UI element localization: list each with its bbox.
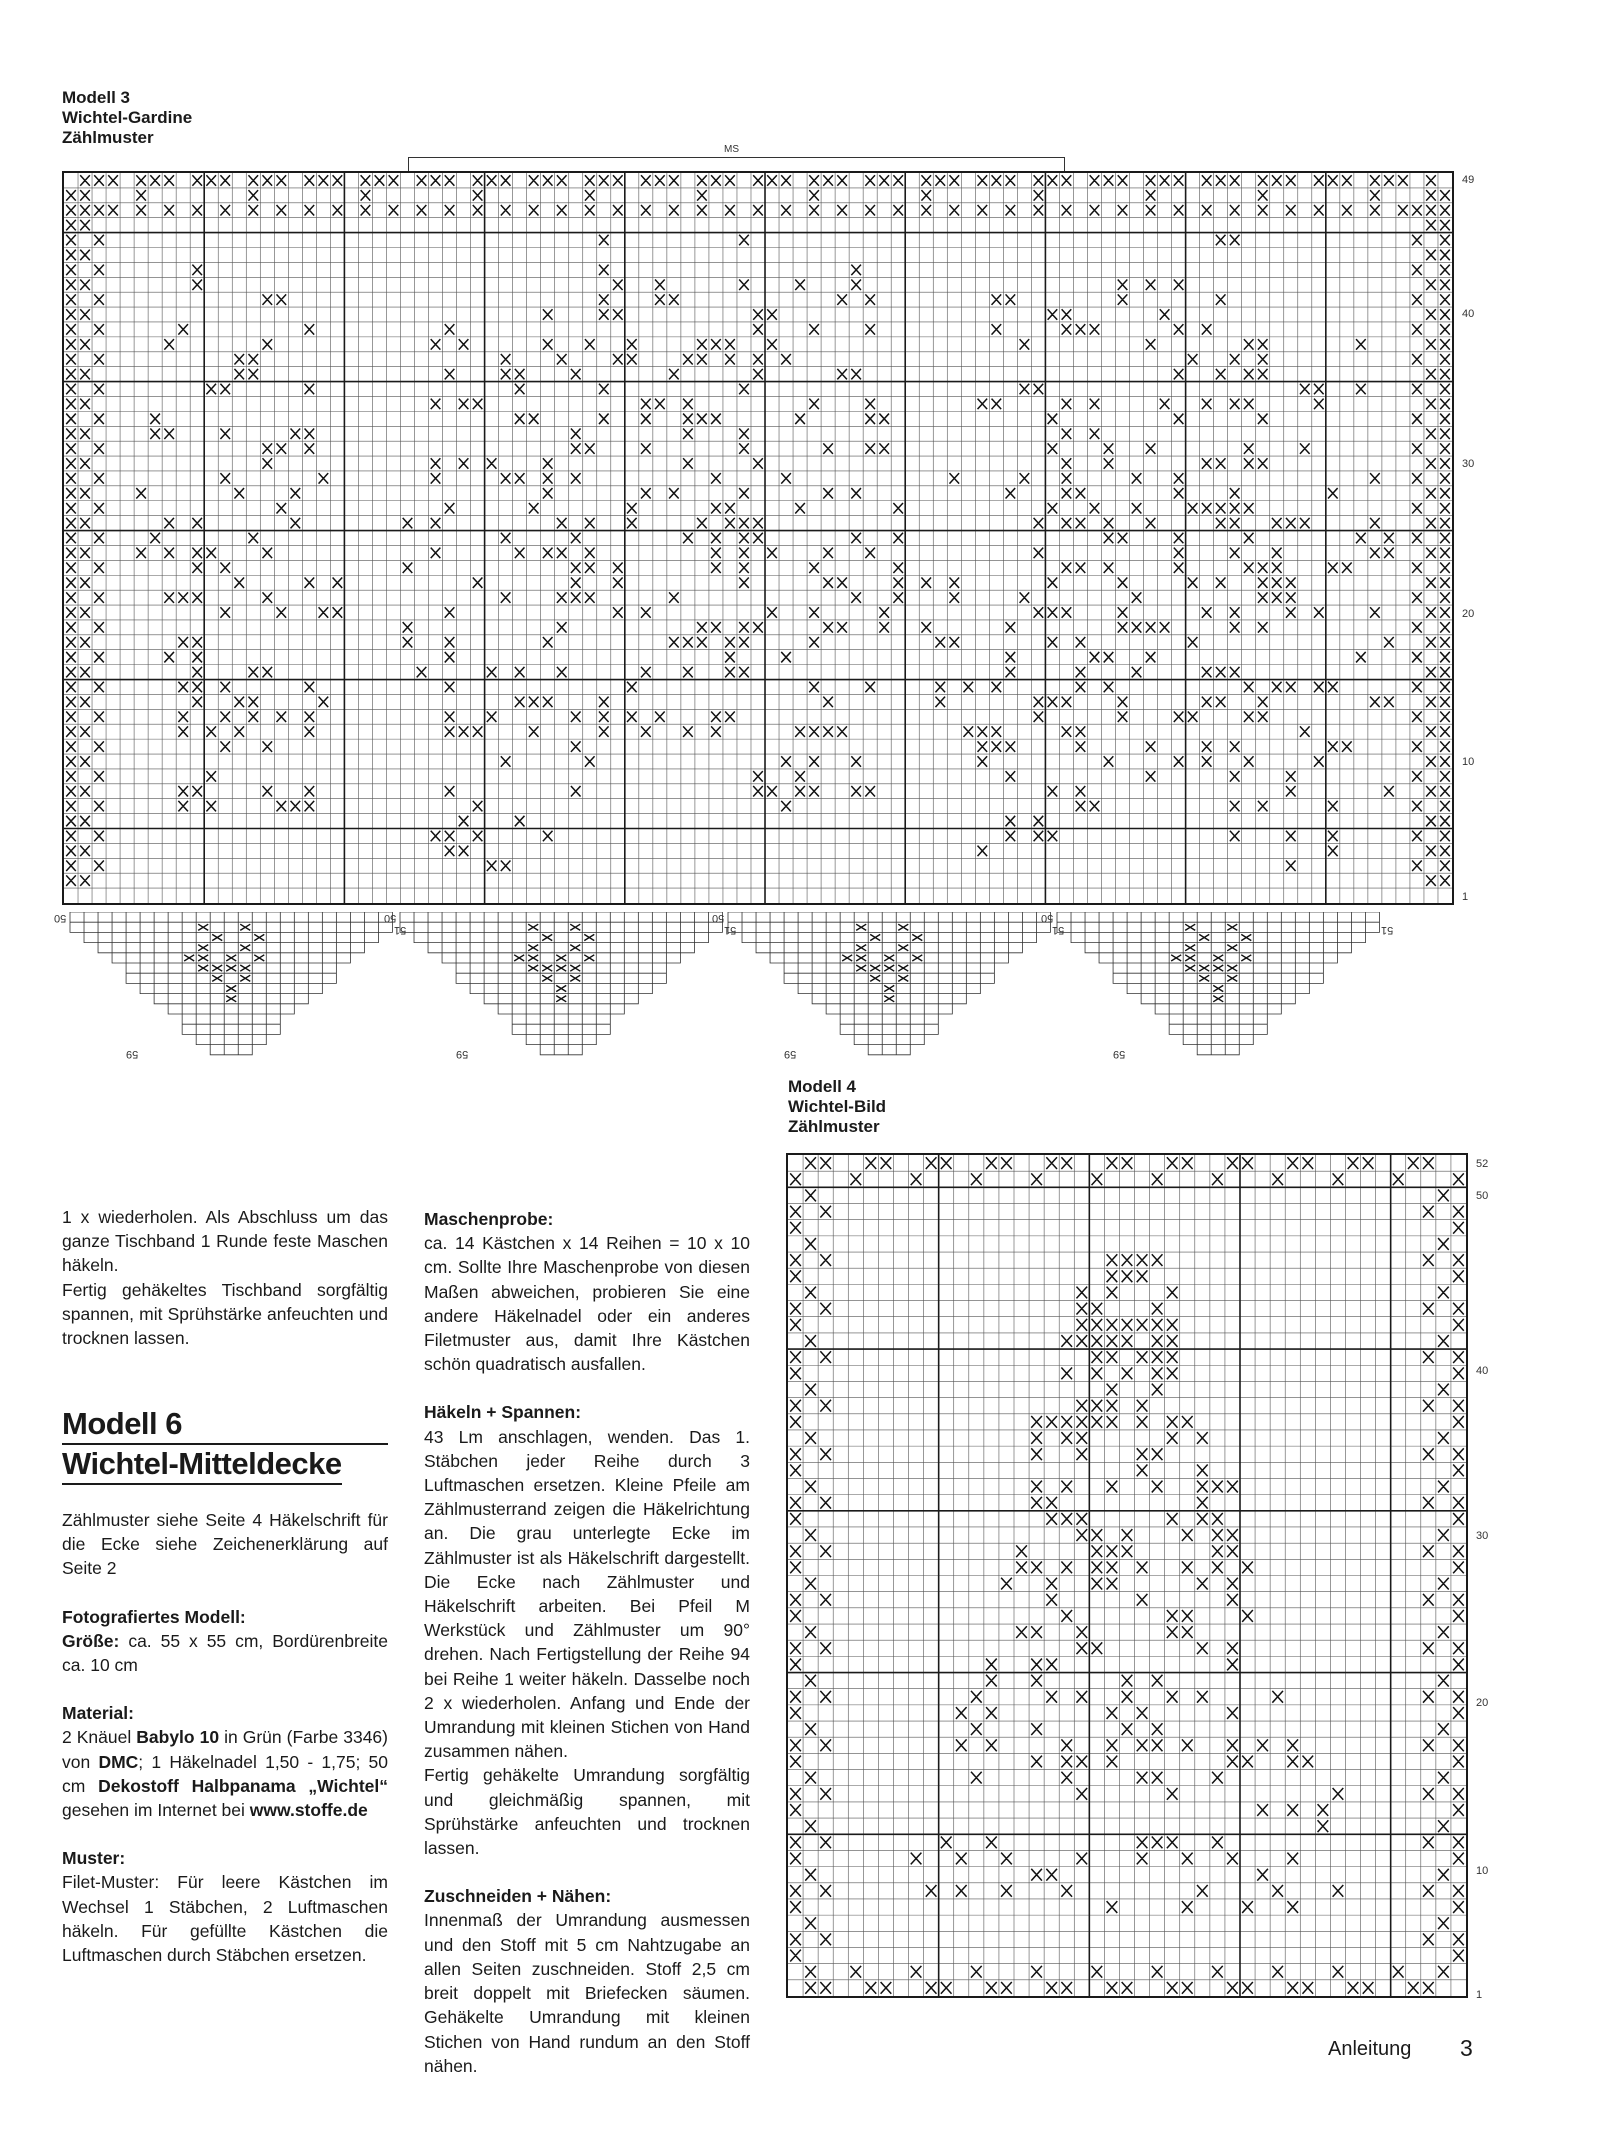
footer-section: Anleitung [1328, 2038, 1412, 2060]
scallop-label-end: 51 [724, 924, 737, 936]
crochet-text-1: 43 Lm anschlagen, wenden. Das 1. Stäbchen jeder Reihe durch 3 Luftmaschen ersetzen. Kleine Pfeile am Zählmusterrand zeigen die Häkelrichtung an. Die grau unterlegte Ecke im Zählmuster ist als Häkelschrift dargestellt. Die Ecke nach Zählmuster und Häkelschrift arbeiten. Bei Pfeil M Werkstück und Zählmuster um 90° drehen. Nach Fertigstellung der Reihe 94 bei Reihe 1 weiter häkeln. Dasselbe noch 2 x wiederholen. Anfang und Ende der Umrandung mit kleinen Stichen von Hand zusammen nähen. [424, 1426, 750, 1762]
middle-column [424, 1207, 750, 2102]
footer-page-number: 3 [1460, 2035, 1473, 2061]
model4-row-30: 30 [1476, 1530, 1489, 1542]
model3-title: Wichtel-Gardine [62, 108, 193, 127]
scallop-label-end: 51 [394, 924, 407, 936]
sew-heading: Zuschneiden + Nähen: [424, 1886, 612, 1907]
left-column-bottom [62, 1508, 388, 1991]
material-fabric: Dekostoff Halbpanama „Wichtel“ [98, 1775, 388, 1796]
model4-row-1: 1 [1476, 1989, 1483, 2001]
size-label: Größe: [62, 1630, 120, 1651]
model3-row-49: 49 [1462, 174, 1475, 186]
material-text-3: ; 1 Häkelnadel 1,50 - 1,75; 50 cm [62, 1751, 389, 1796]
model4-title: Wichtel-Bild [788, 1097, 887, 1116]
scallop-label-bottom: 59 [126, 1048, 139, 1060]
model3-row-40: 40 [1462, 308, 1475, 320]
model3-subtitle: Zählmuster [62, 128, 154, 147]
gauge-text: ca. 14 Kästchen x 14 Reihen = 10 x 10 cm. Sollte Ihre Maschenprobe von diesen Maßen abweichen, probieren Sie eine andere Häkelnadel oder ein anderes Filetmuster aus, damit Ihre Kästchen schön quadratisch ausfallen. [424, 1233, 750, 1375]
model4-row-52: 52 [1476, 1158, 1489, 1170]
crochet-text-2: Fertig gehäkelte Umrandung sorgfältig und gleichmäßig spannen, mit Sprühstärke anfeuchten und trocknen lassen. [424, 1765, 750, 1859]
material-text-2: in Grün (Farbe 3346) von [62, 1727, 388, 1772]
material-brand: DMC [98, 1751, 139, 1772]
model3-label: Modell 3 [62, 88, 131, 107]
pattern-text: Filet-Muster: Für leere Kästchen im Wechsel 1 Stäbchen, 2 Luftmaschen häkeln. Für gefüllte Kästchen die Luftmaschen durch Stäbchen ersetzen. [62, 1872, 388, 1966]
material-site: www.stoffe.de [249, 1800, 368, 1821]
model4-row-20: 20 [1476, 1697, 1489, 1709]
size-para [62, 1629, 388, 1677]
intro-text: 1 x wiederholen. Als Abschluss um das ganze Tischband 1 Runde feste Maschen häkeln. [62, 1207, 388, 1276]
model4-header [788, 1077, 886, 1137]
scallop-label-start: 50 [54, 912, 67, 924]
refs-text: Zählmuster siehe Seite 4 Häkelschrift für die Ecke siehe Zeichenerklärung auf Seite 2 [62, 1510, 388, 1579]
model6-heading [62, 1405, 388, 1485]
material-para [62, 1725, 388, 1822]
model4-label: Modell 4 [788, 1077, 857, 1096]
model6-label: Modell 6 [62, 1405, 388, 1445]
model4-subtitle: Zählmuster [788, 1117, 880, 1136]
scallop-label-end: 51 [1381, 924, 1394, 936]
model3-header [62, 88, 192, 148]
photo-heading: Fotografiertes Modell: [62, 1606, 246, 1627]
scallop-label-bottom: 59 [456, 1048, 469, 1060]
model4-row-50: 50 [1476, 1190, 1489, 1202]
model4-row-40: 40 [1476, 1365, 1489, 1377]
scallop-2 [400, 912, 725, 1055]
model4-chart-grid [786, 1153, 1468, 1998]
model6-title: Wichtel-Mitteldecke [62, 1445, 342, 1485]
scallop-label-bottom: 59 [784, 1048, 797, 1060]
scallop-label-start: 50 [712, 912, 725, 924]
size-text: ca. 55 x 55 cm, Bordürenbreite ca. 10 cm [62, 1630, 388, 1676]
model3-row-30: 30 [1462, 458, 1475, 470]
scallop-3 [728, 912, 1050, 1055]
pattern-heading: Muster: [62, 1848, 126, 1869]
model3-scallop-row [62, 912, 1454, 1072]
scallop-4 [1057, 912, 1379, 1055]
scallop-1 [70, 912, 392, 1055]
model4-row-10: 10 [1476, 1865, 1489, 1877]
gauge-heading: Maschenprobe: [424, 1209, 554, 1229]
material-yarn: Babylo 10 [136, 1727, 220, 1748]
material-heading: Material: [62, 1703, 134, 1724]
sew-text: Innenmaß der Umrandung ausmessen und den Stoff mit 5 cm Nahtzugabe an allen Seiten zuschneiden. Stoff 2,5 cm breit doppelt mit Briefecken säumen. Gehäkelte Umrandung mit kleinen Stichen von Hand rundum an den Stoff nähen. [424, 1910, 750, 2076]
model3-chart-grid [62, 171, 1454, 905]
scallop-label-start: 50 [1041, 912, 1054, 924]
finish-text: Fertig gehäkeltes Tischband sorgfältig spannen, mit Sprühstärke anfeuchten und trocknen lassen. [62, 1279, 388, 1349]
model3-row-10: 10 [1462, 756, 1475, 768]
scallop-label-start: 50 [384, 912, 397, 924]
material-text-4: gesehen im Internet bei [62, 1800, 250, 1821]
scallop-label-bottom: 59 [1113, 1048, 1126, 1060]
model3-row-20: 20 [1462, 608, 1475, 620]
model3-row-1: 1 [1462, 891, 1469, 903]
left-column-top [62, 1205, 388, 1374]
scallop-label-end: 51 [1052, 924, 1065, 936]
ms-marker: MS [720, 144, 743, 155]
ms-bracket [408, 157, 1065, 172]
material-text-1: 2 Knäuel [62, 1727, 137, 1748]
crochet-heading: Häkeln + Spannen: [424, 1402, 582, 1423]
